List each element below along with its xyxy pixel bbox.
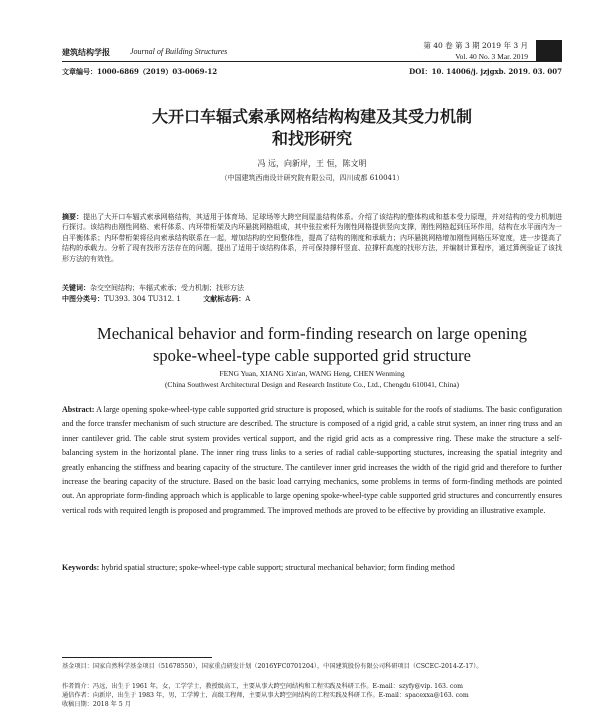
cn-classification	[62, 294, 250, 304]
en-affiliation: (China Southwest Architectural Design and Research Institute Co., Ltd., Chengdu 610041, China)	[164, 380, 460, 389]
volume-info-en: Vol. 40 No. 3 Mar. 2019	[455, 52, 528, 61]
doc-code-label: 文献标志码：	[203, 294, 246, 303]
cn-keywords-label: 关键词：	[62, 283, 90, 292]
en-title	[62, 323, 562, 367]
en-title-line-1: Mechanical behavior and form-finding research on large opening	[97, 324, 527, 343]
footnote-corresponding: 通信作者：向新岸，出生于 1983 年，男，工学博士，高级工程师，主要从事大跨空间结构的工程实践及科研工作。E-mail：spacexxa@163. com	[62, 692, 469, 699]
en-keywords-text: hybrid spatial structure; spoke-wheel-type cable support; structural mechanical behavior; form finding method	[101, 563, 455, 572]
journal-name-cn: 建筑结构学报	[62, 47, 110, 57]
cn-keywords-text: 杂交空间结构；车辐式索承；受力机制；找形方法	[90, 284, 244, 292]
article-number: 文章编号：1000-6869（2019）03-0069-12	[62, 67, 218, 76]
en-abstract	[62, 403, 562, 518]
cn-keywords	[62, 283, 244, 293]
volume-info-cn: 第 40 卷 第 3 期 2019 年 3 月	[423, 41, 528, 50]
journal-badge	[536, 40, 562, 62]
footnote-author: 作者简介：冯远，出生于 1961 年，女，工学学士，教授级高工，主要从事大跨空间结构和工程实践及科研工作。E-mail：szyfy@vip. 163. com	[62, 683, 463, 690]
clc-text: TU393. 304 TU312. 1	[104, 295, 181, 303]
en-keywords	[62, 561, 562, 575]
cn-authors: 冯 远，向新岸，王 恒，陈文明	[257, 159, 367, 168]
journal-name-en: Journal of Building Structures	[130, 47, 228, 56]
cn-abstract	[62, 212, 562, 264]
footnote-rule	[62, 657, 212, 658]
cn-title	[62, 106, 562, 150]
cn-abstract-text: 提出了大开口车辐式索承网格结构，其适用于体育场、足球场等大跨空间屋盖结构体系。介绍了该结构的整体构成和基本受力原理，并对结构的受力机制进行探讨。该结构由刚性网格、索杆体系、内环带桁架及内环悬挑网格组成，其中张拉索杆为刚性网格提供竖向支撑，刚性网格起到压环作用，结构在水平面内为一自平衡体系；内环带桁架将径向索承结构联系在一起，增加结构的空间整体性，提高了结构的刚度和承载力；内环悬挑网格增加刚性网格压环宽度，进一步提高了结构的承载力。分析了现有找形方法存在的问题，提出了适用于该结构体系，并可保持撑杆竖直、拉撑杆高度的找形方法，并编制计算程序，通过算例验证了该找形方法的有效性。	[62, 213, 563, 263]
doc-code-text: A	[245, 295, 251, 303]
footnote-received: 收稿日期：2018 年 5 月	[62, 701, 131, 708]
en-keywords-label: Keywords:	[62, 563, 100, 572]
en-abstract-text: A large opening spoke-wheel-type cable supported grid structure is proposed, which is suitable for the roofs of stadiums. The basic configuration and the force transfer mechanism of such structure are described. The structure is composed of a rigid grid, a cable strut system, an inner ring truss and an inner cantilever grid. The cable strut system provides vertical support, and the rigid grid acts as a compressive ring. These make the structure a self-balancing system in the horizontal plane. The inner ring truss links to a series of radial cable-supporting stuctures, increasing the spatial integrity and greatly enhancing the stiffness and bearing capacity of the structure. The cantilever inner grid increases the width of the rigid grid and therefore to further increase the bearing capacity of the structure. Based on the basic load carrying mechanics, some problems in terms of form-finding methods are pointed out. An appropriate form-finding approach which is applicable to large opening spoke-wheel-type cable supported grid structures and concurrently ensures vertical rods with required length is proposed and programmed. The improved methods are proved to be effective by providing an illustrative example.	[62, 405, 562, 515]
cn-title-line-1: 大开口车辐式索承网格结构构建及其受力机制	[151, 107, 472, 126]
header-rule	[62, 61, 562, 62]
doi: DOI：10. 14006/j. jzjgxb. 2019. 03. 007	[409, 67, 562, 76]
en-abstract-label: Abstract:	[62, 405, 95, 414]
en-title-line-2: spoke-wheel-type cable supported grid structure	[153, 346, 471, 365]
en-authors: FENG Yuan, XIANG Xin'an, WANG Heng, CHEN Wenming	[219, 369, 405, 378]
cn-abstract-label: 摘要：	[62, 212, 84, 221]
cn-affiliation: （中国建筑西南设计研究院有限公司，四川成都 610041）	[220, 174, 404, 182]
clc-label: 中图分类号：	[62, 294, 104, 303]
footnote-fund: 基金项目：国家自然科学基金项目（51678550），国家重点研发计划（2016YFC0701204），中国建筑股份有限公司科研项目（CSCEC-2014-Z-17）。	[62, 663, 483, 670]
cn-title-line-2: 和找形研究	[271, 129, 352, 148]
